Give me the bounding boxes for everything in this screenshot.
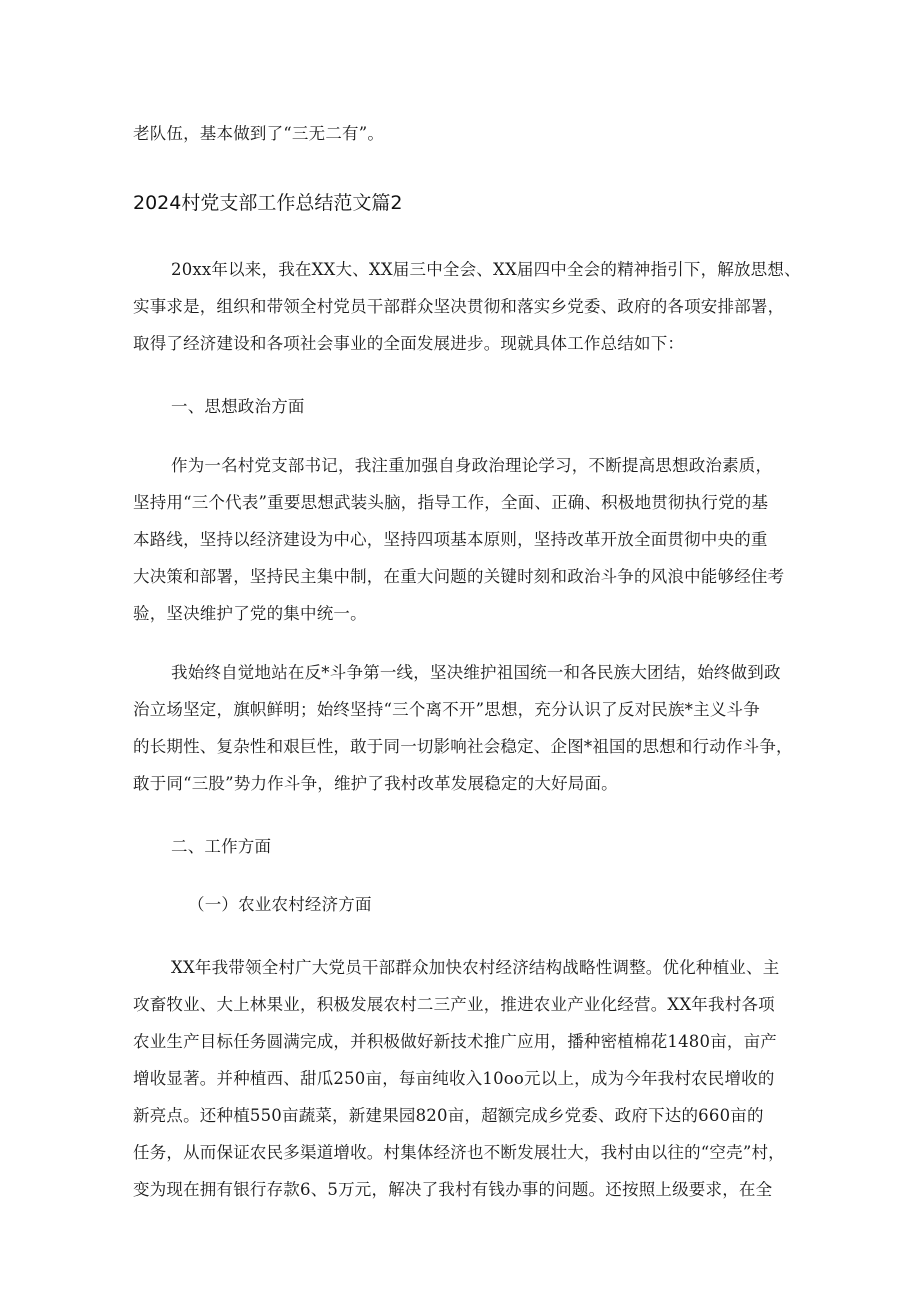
heading-work: 二、工作方面 <box>171 837 272 856</box>
para3-line: 新亮点。还种植550亩蔬菜，新建果园820亩，超额完成乡党委、政府下达的660亩的 <box>133 1106 764 1125</box>
para3-line: 任务，从而保证农民多渠道增收。村集体经济也不断发展壮大，我村由以往的“空壳”村， <box>133 1143 785 1162</box>
intro-line: 取得了经济建设和各项社会事业的全面发展进步。现就具体工作总结如下： <box>133 334 685 353</box>
para1-line: 本路线，坚持以经济建设为中心，坚持四项基本原则，坚持改革开放全面贯彻中央的重 <box>133 530 768 549</box>
para3-line: XX年我带领全村广大党员干部群众加快农村经济结构战略性调整。优化种植业、主 <box>171 958 780 977</box>
para2-line: 我始终自觉地站在反*斗争第一线，坚决维护祖国统一和各民族大团结，始终做到政 <box>171 663 781 682</box>
intro-line: 实事求是，组织和带领全村党员干部群众坚决贯彻和落实乡党委、政府的各项安排部署， <box>133 297 785 316</box>
para3-line: 攻畜牧业、大上林果业，积极发展农村二三产业，推进农业产业化经营。XX年我村各项 <box>133 995 775 1014</box>
subheading-agriculture: （一）农业农村经济方面 <box>188 895 372 914</box>
intro-line: 20xx年以来，我在XX大、XX届三中全会、XX届四中全会的精神指引下，解放思想、 <box>171 260 801 279</box>
para1-line: 大决策和部署，坚持民主集中制，在重大问题的关键时刻和政治斗争的风浪中能够经住考 <box>133 567 785 586</box>
para1-line: 作为一名村党支部书记，我注重加强自身政治理论学习，不断提高思想政治素质， <box>171 456 773 475</box>
para1-line: 验，坚决维护了党的集中统一。 <box>133 604 367 623</box>
para2-line: 的长期性、复杂性和艰巨性，敢于同一切影响社会稳定、企图*祖国的思想和行动作斗争， <box>133 737 793 756</box>
para1-line: 坚持用“三个代表”重要思想武装头脑，指导工作，全面、正确、积极地贯彻执行党的基 <box>133 493 769 512</box>
para3-line: 增收显著。并种植西、甜瓜250亩，每亩纯收入10oo元以上，成为今年我村农民增收的 <box>133 1069 775 1088</box>
para3-line: 农业生产目标任务圆满完成，并积极做好新技术推广应用，播种密植棉花1480亩，亩产 <box>133 1032 777 1051</box>
para3-line: 变为现在拥有银行存款6、5万元，解决了我村有钱办事的问题。还按照上级要求，在全 <box>133 1180 773 1199</box>
section-title: 2024村党支部工作总结范文篇2 <box>133 192 403 214</box>
continuation-text: 老队伍，基本做到了“三无二有”。 <box>133 124 385 143</box>
para2-line: 治立场坚定，旗帜鲜明；始终坚持“三个离不开”思想，充分认识了反对民族*主义斗争 <box>133 700 760 719</box>
heading-political: 一、思想政治方面 <box>171 397 305 416</box>
para2-line: 敢于同“三股”势力作斗争，维护了我村改革发展稳定的大好局面。 <box>133 774 618 793</box>
